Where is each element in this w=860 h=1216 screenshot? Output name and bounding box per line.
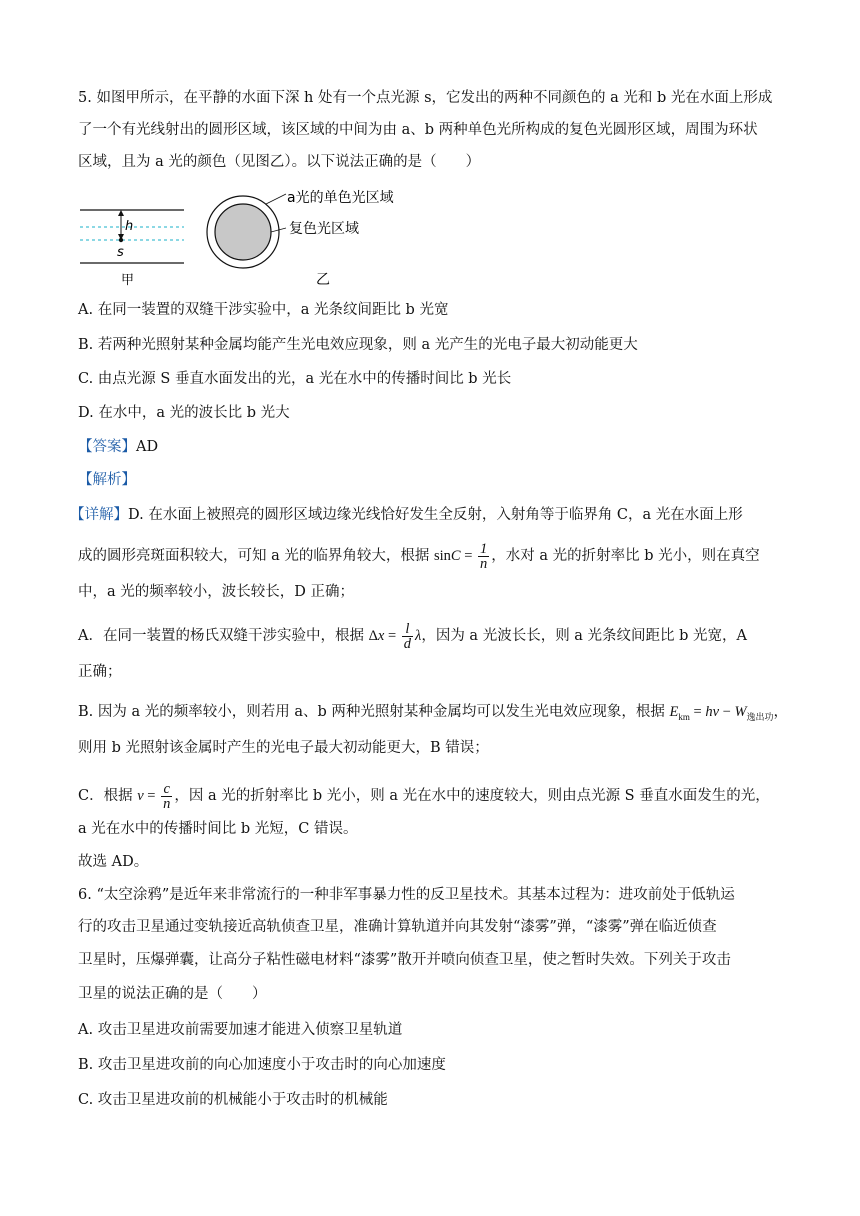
figure-yi <box>207 189 394 288</box>
q6-stem-line-4: 卫星的说法正确的是（ ） <box>78 986 267 1002</box>
pointer-a-region <box>266 194 286 204</box>
label-h: h <box>125 219 134 234</box>
q6-option-b: B. 攻击卫星进攻前的向心加速度小于攻击时的向心加速度 <box>78 1057 446 1073</box>
detail-a1b: ，因为 a 光波长长，则 a 光条纹间距比 b 光宽，A <box>421 627 748 644</box>
inner-disk <box>215 204 271 260</box>
detail-c1b: ，因 a 光的折射率比 b 光小，则 a 光在水中的速度较大，则由点光源 S 垂直水面发生的光， <box>174 787 770 804</box>
label-mixed-region: 复色光区域 <box>289 221 359 237</box>
caption-jia: 甲 <box>121 273 135 288</box>
detail-d1: D. 在水面上被照亮的圆形区域边缘光线恰好发生全反射，入射角等于临界角 C，a 光在水面上形 <box>128 507 743 523</box>
answer-tag: 【答案】 <box>78 439 136 455</box>
analysis-tag: 【解析】 <box>78 472 136 488</box>
detail-line-3: 中，a 光的频率较小，波长较长，D 正确； <box>78 584 354 600</box>
detail-b1a: B. 因为 a 光的频率较小，则若用 a、b 两种光照射某种金属均可以发生光电效应现象，根据 <box>78 704 670 720</box>
point-source <box>119 238 123 242</box>
label-s: s <box>117 245 124 260</box>
formula-v: v = $\frac{c}{n}$ <box>137 781 171 812</box>
formula-delta-x: Δx = $\frac{l}{d}$ λ <box>368 621 422 652</box>
q6-option-c: C. 攻击卫星进攻前的机械能小于攻击时的机械能 <box>78 1092 388 1108</box>
caption-yi: 乙 <box>316 272 330 288</box>
arrow-head-up <box>118 210 124 216</box>
q5-figure <box>78 188 438 288</box>
q6-option-a: A. 攻击卫星进攻前需要加速才能进入侦察卫星轨道 <box>78 1022 403 1038</box>
detail-line-a1 <box>78 622 747 651</box>
answer-value: AD <box>136 439 159 455</box>
q5-stem-line-3: 区域，且为 a 光的颜色（见图乙）。以下说法正确的是（ ） <box>78 154 481 170</box>
detail-d2b: ，水对 a 光的折射率比 b 光小，则在真空 <box>491 547 760 564</box>
q5-stem-line-2: 了一个有光线射出的圆形区域，该区域的中间为由 a、b 两种单色光所构成的复色光圆形区域，周围为环状 <box>78 122 758 138</box>
q5-option-c: C. 由点光源 S 垂直水面发出的光，a 光在水中的传播时间比 b 光长 <box>78 371 512 387</box>
figure-jia <box>80 210 184 288</box>
q6-stem-line-3: 卫星时，压爆弹囊，让高分子粘性磁电材料“漆雾”散开并喷向侦查卫星，使之暂时失效。下列关于攻击 <box>78 952 731 968</box>
label-a-region: a光的单色光区域 <box>287 190 394 206</box>
q6-stem-line-2: 行的攻击卫星通过变轨接近高轨侦查卫星，准确计算轨道并向其发射“漆雾”弹，“漆雾”弹在临近侦查 <box>78 919 717 935</box>
detail-line-c2: a 光在水中的传播时间比 b 光短，C 错误。 <box>78 821 358 837</box>
formula-ekm: $E_{km} = h\nu - W_{逸出功}$， <box>669 704 789 722</box>
detail-a1a: A．在同一装置的杨氏双缝干涉实验中，根据 <box>78 627 369 644</box>
detail-tag: 【详解】 <box>70 507 128 523</box>
detail-line-1 <box>70 505 743 525</box>
formula-sinc: sinC = $\frac{1}{n}$ <box>433 541 488 572</box>
q6-stem-line-1: 6. “太空涂鸦”是近年来非常流行的一种非军事暴力性的反卫星技术。其基本过程为：进攻前处于低轨运 <box>78 887 735 903</box>
q5-option-d: D. 在水中，a 光的波长比 b 光大 <box>78 405 290 421</box>
q5-option-a: A. 在同一装置的双缝干涉实验中，a 光条纹间距比 b 光宽 <box>78 302 449 318</box>
detail-line-b2: 则用 b 光照射该金属时产生的光电子最大初动能更大，B 错误； <box>78 740 489 756</box>
detail-line-2 <box>78 542 760 571</box>
detail-line-b1 <box>78 702 788 727</box>
conclusion: 故选 AD。 <box>78 854 149 870</box>
detail-line-c1 <box>78 782 770 811</box>
q5-option-b: B. 若两种光照射某种金属均能产生光电效应现象，则 a 光产生的光电子最大初动能更大 <box>78 337 638 353</box>
q5-stem-line-1: 5. 如图甲所示，在平静的水面下深 h 处有一个点光源 s，它发出的两种不同颜色的 a 光和 b 光在水面上形成 <box>78 90 773 106</box>
answer-line <box>78 437 158 457</box>
detail-d2a: 成的圆形亮斑面积较大，可知 a 光的临界角较大，根据 <box>78 547 434 564</box>
detail-c1a: C．根据 <box>78 787 138 804</box>
detail-line-a2: 正确； <box>78 664 122 680</box>
